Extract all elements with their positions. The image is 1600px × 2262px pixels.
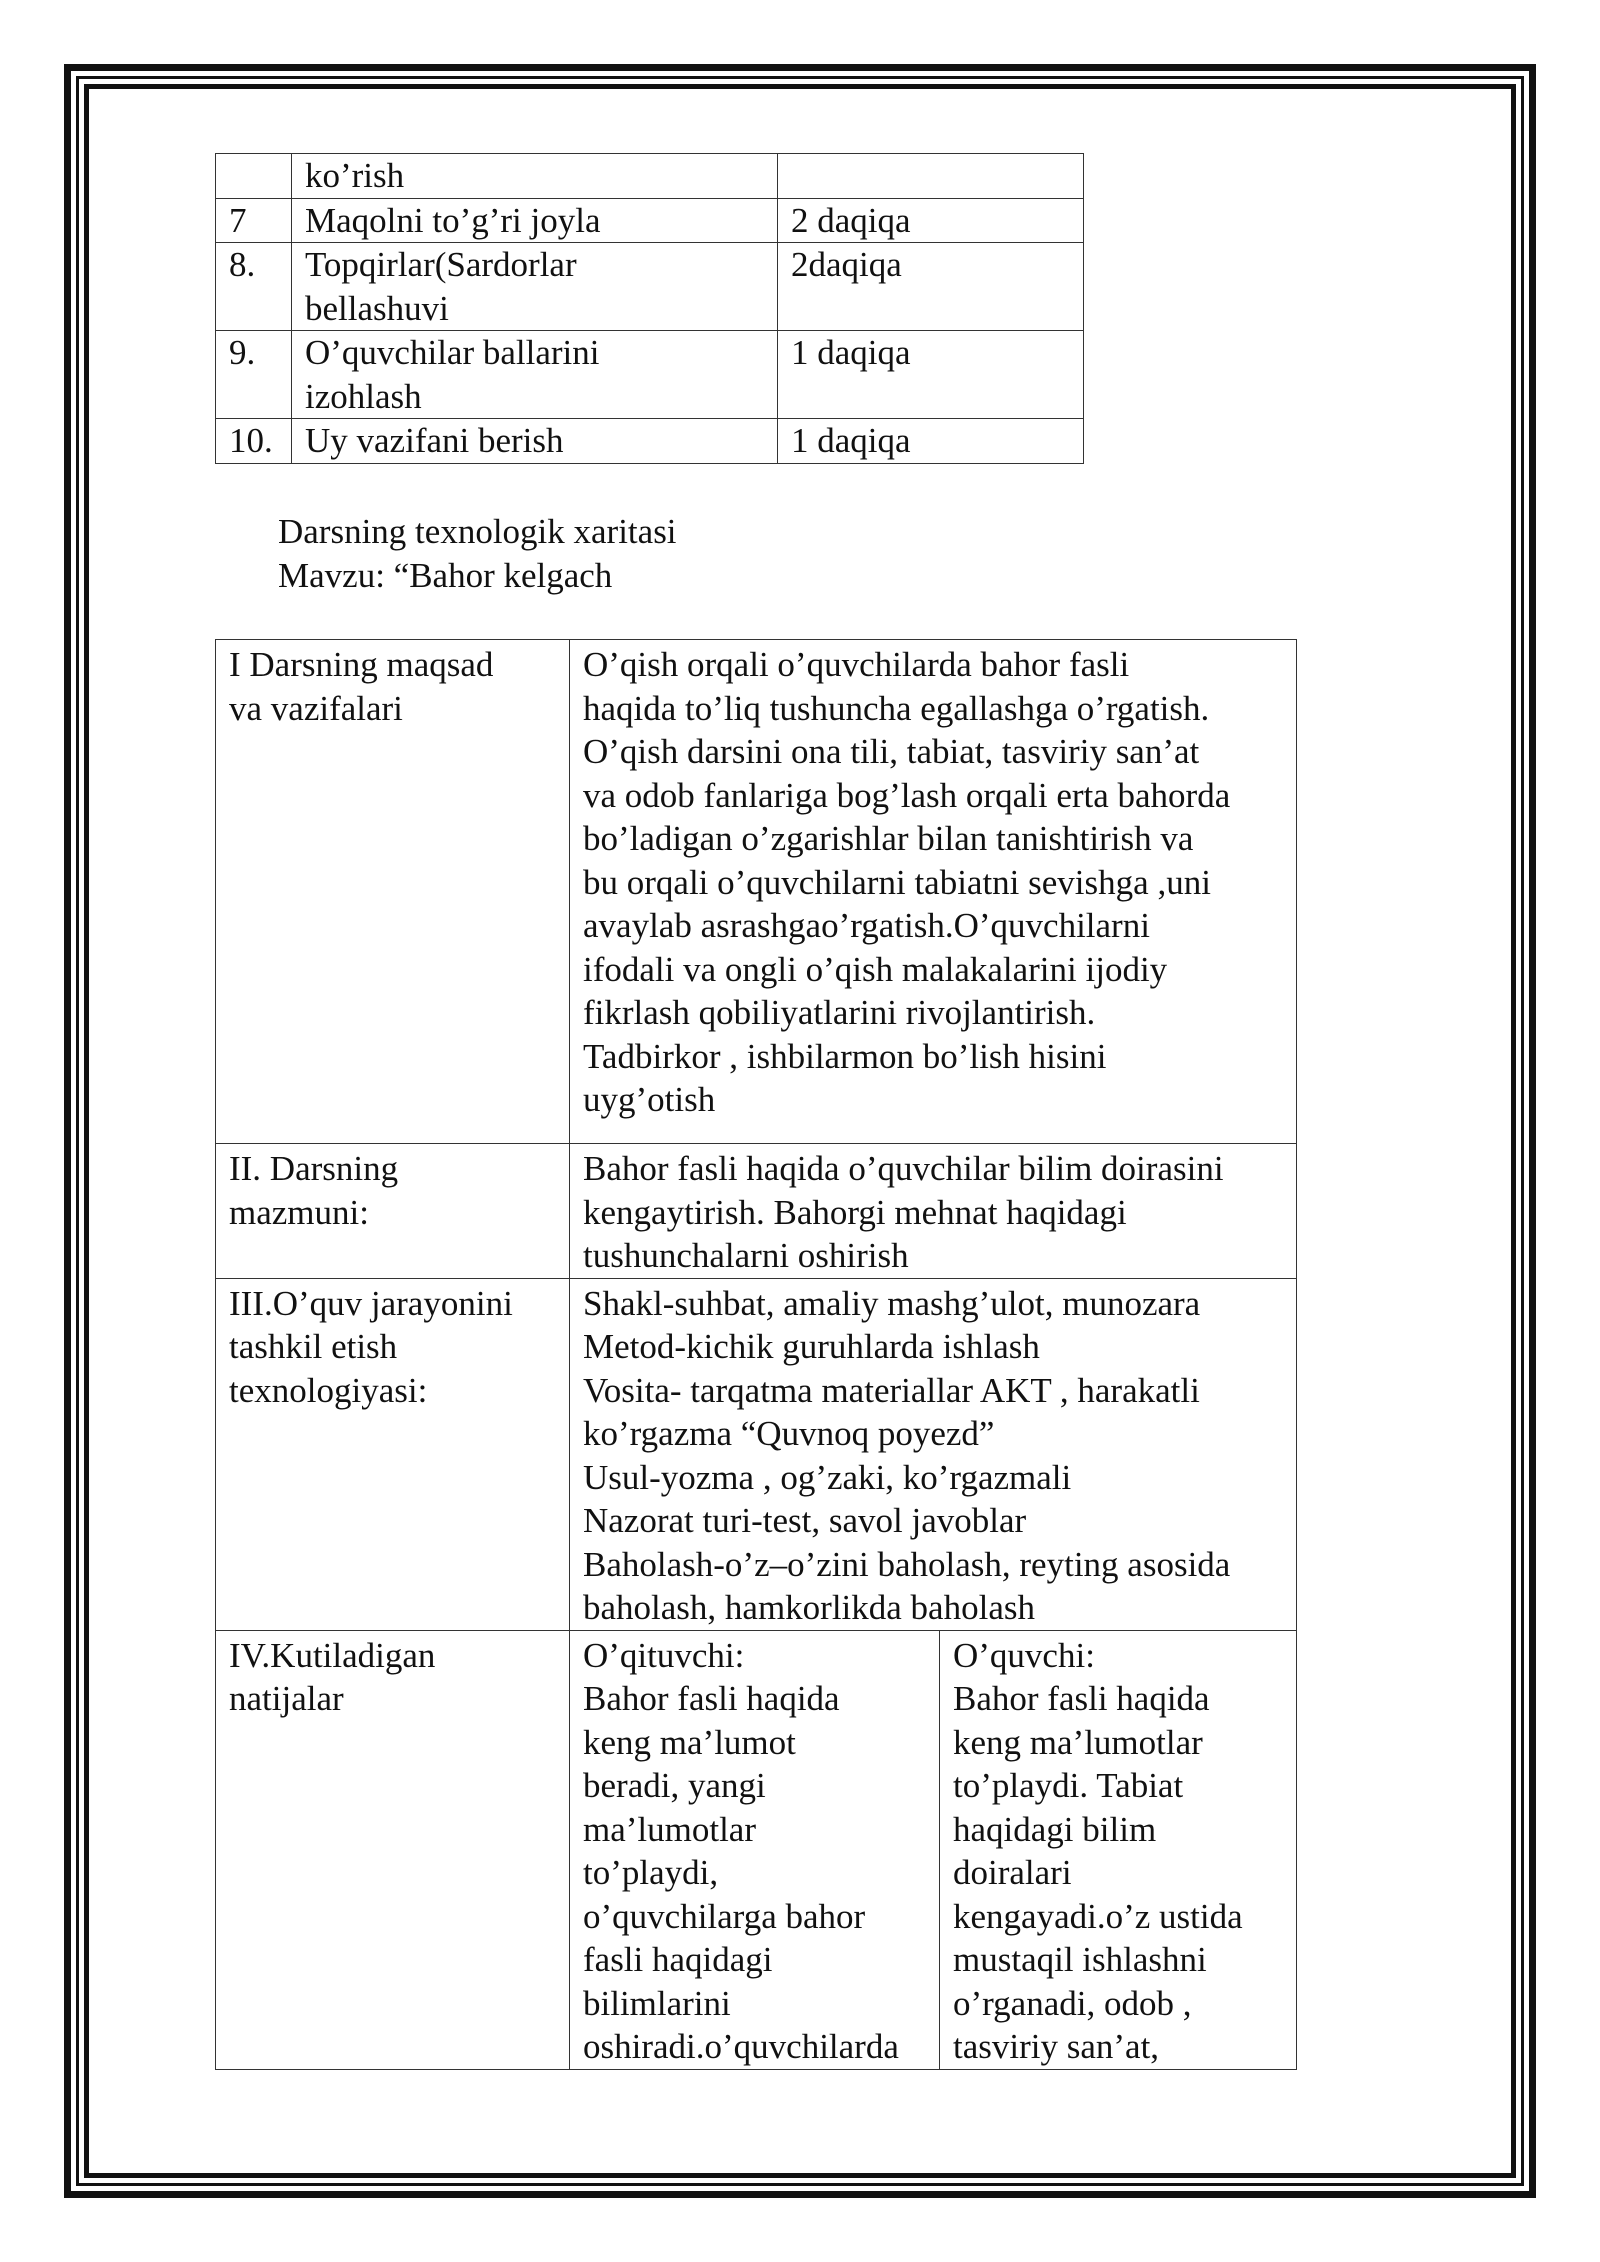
cell-text-line: Metod-kichik guruhlarda ishlash [583,1327,1040,1366]
cell-text-line: IV.Kutiladigan [229,1635,436,1675]
cell-text-line: keng ma’lumot [583,1722,796,1762]
cell-text-line: doiralari [953,1853,1072,1892]
cell-text-line: bu orqali o’quvchilarni tabiatni sevishga ,uni [583,862,1211,902]
activity-text-line: O’quvchilar ballarini [305,333,600,372]
activity-text-line: ko’rish [305,156,405,195]
schedule-row-activity [292,243,778,331]
schedule-row-duration: 1 daqiqa [778,331,1084,419]
cell-text-line: kengaytirish. Bahorgi mehnat haqidagi [583,1192,1127,1232]
schedule-row-number [216,154,292,199]
cell-text-line: tashkil etish [229,1327,398,1366]
cell-text-line: kengayadi.o’z ustida [953,1896,1243,1936]
cell-text-line: Nazorat turi-test, savol javoblar [583,1501,1027,1540]
technology-text-cell [570,1278,1297,1630]
cell-text-line: O’qituvchi: [583,1635,745,1675]
results-label-cell [216,1630,570,2069]
schedule-row-activity [292,154,778,199]
cell-text-line: haqida to’liq tushuncha egallashga o’rgatish. [583,688,1210,728]
cell-text-line: O’quvchi: [953,1635,1095,1675]
cell-text-line: texnologiyasi: [229,1370,428,1410]
cell-text-line: beradi, yangi [583,1766,766,1805]
cell-text-line: ifodali va ongli o’qish malakalarini ijodiy [583,949,1168,989]
cell-text-line: Tadbirkor , ishbilarmon bo’lish hisini [583,1036,1107,1076]
schedule-row-duration [778,154,1084,199]
schedule-row-activity [292,198,778,243]
cell-text-line: Usul-yozma , og’zaki, ko’rgazmali [583,1457,1072,1497]
cell-text-line: Vosita- tarqatma materiallar AKT , harakatli [583,1370,1200,1410]
schedule-row-duration: 1 daqiqa [778,419,1084,464]
schedule-row-activity [292,331,778,419]
schedule-row-activity [292,419,778,464]
schedule-row [216,198,1084,243]
cell-text-line: tasviriy san’at, [953,2027,1160,2066]
cell-text-line: Bahor fasli haqida o’quvchilar bilim doirasini [583,1149,1224,1188]
cell-text-line: to’playdi. Tabiat [953,1766,1184,1805]
cell-text-line: natijalar [229,1679,344,1718]
schedule-row-number: 9. [216,331,292,419]
map-row-goals [216,640,1297,1144]
activity-text-line: izohlash [305,376,422,416]
schedule-row-duration: 2daqiqa [778,243,1084,331]
cell-text-line: O’qish orqali o’quvchilarda bahor fasli [583,645,1130,684]
activity-text-line: Maqolni to’g’ri joyla [305,200,601,240]
cell-text-line: bilimlarini [583,1983,731,2023]
cell-text-line: to’playdi, [583,1853,719,1892]
results-student-cell [940,1630,1297,2069]
schedule-row [216,419,1084,464]
cell-text-line: ko’rgazma “Quvnoq poyezd” [583,1414,995,1453]
content-text-cell [570,1144,1297,1279]
cell-text-line: Bahor fasli haqida [953,1679,1210,1718]
cell-text-line: mustaqil ishlashni [953,1940,1207,1979]
content-label-cell [216,1144,570,1279]
schedule-row-number: 8. [216,243,292,331]
cell-text-line: haqidagi bilim [953,1809,1157,1849]
cell-text-line: keng ma’lumotlar [953,1722,1203,1762]
cell-text-line: Bahor fasli haqida [583,1679,840,1718]
cell-text-line: bo’ladigan o’zgarishlar bilan tanishtirish va [583,819,1194,858]
schedule-row-duration: 2 daqiqa [778,198,1084,243]
activity-text-line: bellashuvi [305,288,449,328]
cell-text-line: Baholash-o’z–o’zini baholash, reyting asosida [583,1544,1231,1584]
cell-text-line: fasli haqidagi [583,1940,773,1979]
cell-text-line: III.O’quv jarayonini [229,1283,513,1323]
tech-map-title: Darsning texnologik xaritasi [278,512,677,551]
map-row-content [216,1144,1297,1279]
cell-text-line: mazmuni: [229,1192,369,1232]
cell-text-line: baholash, hamkorlikda baholash [583,1588,1035,1627]
cell-text-line: o’quvchilarga bahor [583,1896,866,1936]
cell-text-line: oshiradi.o’quvchilarda [583,2027,899,2066]
technological-map-table [215,639,1297,2070]
cell-text-line: o’rganadi, odob , [953,1983,1192,2023]
cell-text-line: uyg’otish [583,1080,716,1119]
cell-text-line: II. Darsning [229,1149,399,1188]
cell-text-line: O’qish darsini ona tili, tabiat, tasviriy san’at [583,732,1200,771]
cell-text-line: ma’lumotlar [583,1809,757,1849]
technology-label-cell [216,1278,570,1630]
lesson-topic: Mavzu: “Bahor kelgach [278,555,613,595]
schedule-row [216,243,1084,331]
goals-label-cell [216,640,570,1144]
schedule-row [216,154,1084,199]
cell-text-line: fikrlash qobiliyatlarini rivojlantirish. [583,993,1096,1032]
goals-text-cell [570,640,1297,1144]
map-row-technology [216,1278,1297,1630]
schedule-row [216,331,1084,419]
schedule-row-number: 7 [216,198,292,243]
cell-text-line: va vazifalari [229,688,403,728]
lesson-schedule-table [215,153,1084,464]
schedule-row-number: 10. [216,419,292,464]
cell-text-line: tushunchalarni oshirish [583,1236,909,1275]
cell-text-line: avaylab asrashgao’rgatish.O’quvchilarni [583,906,1150,945]
cell-text-line: I Darsning maqsad [229,645,494,684]
tech-map-heading [278,510,677,597]
cell-text-line: va odob fanlariga bog’lash orqali erta bahorda [583,775,1231,815]
activity-text-line: Uy vazifani berish [305,421,564,460]
results-teacher-cell [570,1630,940,2069]
cell-text-line: Shakl-suhbat, amaliy mashg’ulot, munozara [583,1283,1201,1323]
map-row-results [216,1630,1297,2069]
activity-text-line: Topqirlar(Sardorlar [305,245,577,284]
